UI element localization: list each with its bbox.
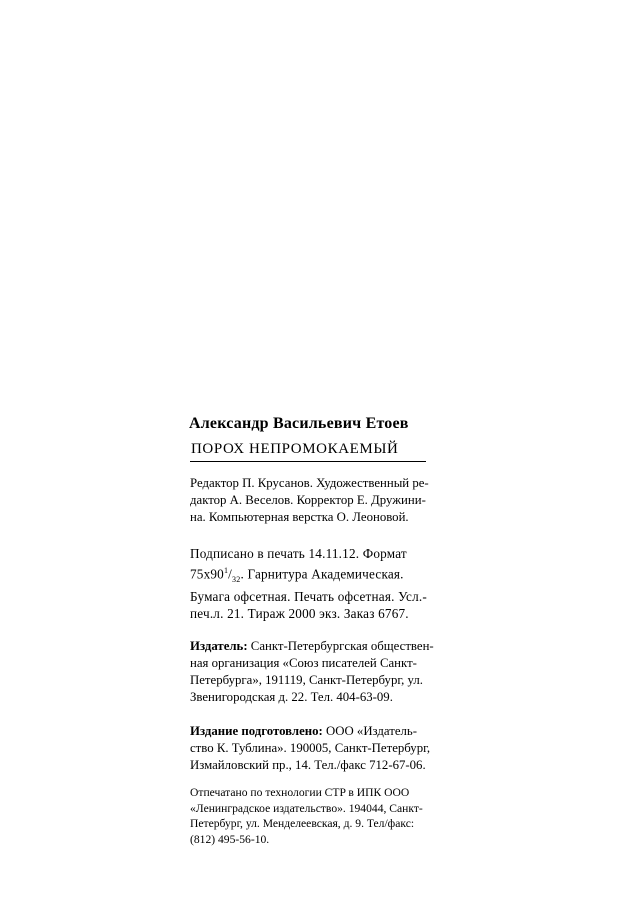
publisher-line: Петербурга», 191119, Санкт-Петербург, ул. [190, 673, 423, 688]
printing-line: «Ленинградское издательство». 194044, Санкт- [190, 801, 423, 815]
prepared-line: Измайловский пр., 14. Тел./факс 712-67-06. [190, 758, 426, 773]
editors-line: дактор А. Веселов. Корректор Е. Дружини- [190, 493, 426, 507]
prepared-line [190, 723, 426, 740]
format-superscript: 1 [223, 566, 229, 575]
print-format-line [190, 562, 426, 588]
printing-line: Отпечатано по технологии CTP в ИПК ООО [190, 786, 410, 800]
book-title: ПОРОХ НЕПРОМОКАЕМЫЙ [191, 441, 399, 457]
print-details-block [190, 545, 426, 622]
format-slash: / [228, 566, 233, 582]
printing-block [190, 785, 426, 847]
print-line-rest: . Гарнитура Академическая. [240, 566, 404, 582]
printing-line: (812) 495-56-10. [190, 832, 270, 846]
print-line: печ.л. 21. Тираж 2000 экз. Заказ 6767. [190, 606, 409, 622]
colophon [189, 414, 434, 847]
publisher-line: Звенигородская д. 22. Тел. 404-63-09. [190, 690, 393, 705]
publisher-label: Издатель: [190, 639, 248, 654]
format-subscript: 32 [232, 575, 241, 585]
title-rule [190, 461, 426, 462]
editors-block [190, 475, 429, 526]
publisher-block [190, 638, 434, 706]
printing-line: Петербург, ул. Менделеевская, д. 9. Тел/факс: [190, 817, 415, 831]
editors-line: на. Компьютерная верстка О. Леоновой. [190, 510, 409, 524]
print-line: Бумага офсетная. Печать офсетная. Усл.- [190, 589, 427, 605]
format-main: 75x90 [190, 566, 224, 582]
print-line: Подписано в печать 14.11.12. Формат [190, 546, 407, 561]
prepared-line-rest: ООО «Издатель- [322, 724, 417, 739]
publisher-line [190, 638, 434, 655]
author-name: Александр Васильевич Етоев [189, 415, 409, 432]
publisher-line-rest: Санкт-Петербургская обществен- [247, 639, 434, 654]
prepared-by-block [190, 723, 431, 774]
editors-line: Редактор П. Крусанов. Художественный ре- [190, 476, 429, 490]
prepared-label: Издание подготовлено: [190, 724, 323, 739]
prepared-line: ство К. Тублина». 190005, Санкт-Петербург, [190, 741, 431, 756]
publisher-line: ная организация «Союз писателей Санкт- [190, 656, 417, 671]
